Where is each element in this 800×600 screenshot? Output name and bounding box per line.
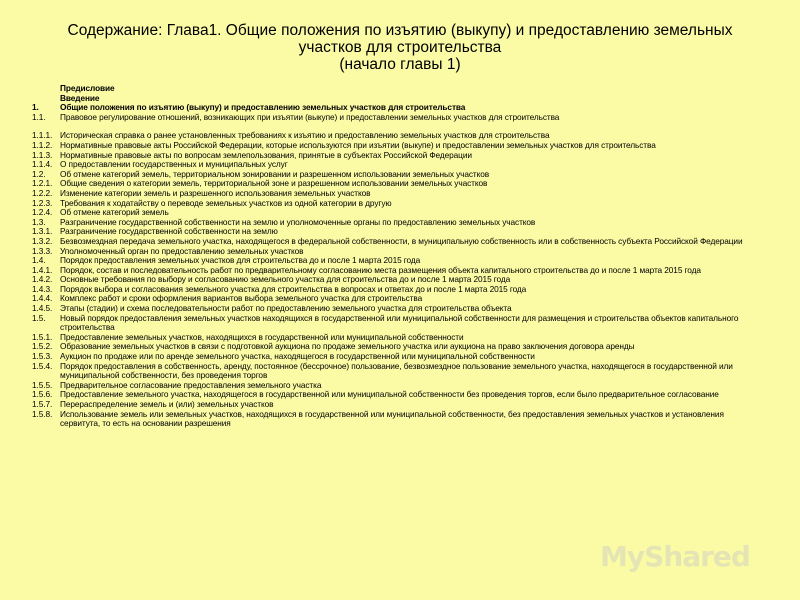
- toc-text: Общие положения по изъятию (выкупу) и предоставлению земельных участков для строительства: [60, 102, 466, 113]
- toc-text: Введение: [60, 92, 100, 103]
- toc-number: 1.5.7.: [32, 399, 53, 409]
- toc-text: Требования к ходатайству о переводе земельных участков из одной категории в другую: [60, 197, 392, 208]
- toc-row: [32, 362, 752, 381]
- toc-row: [32, 113, 752, 123]
- watermark-logo: MyShared: [600, 539, 750, 573]
- toc-number: 1.2.2.: [32, 187, 53, 198]
- toc-number: 1.5.2.: [32, 341, 53, 352]
- toc-text: Перераспределение земель и (или) земельных участков: [60, 399, 274, 409]
- toc-number: 1.1.1.: [32, 130, 53, 141]
- toc-number: 1.2.4.: [32, 207, 53, 218]
- toc-number: 1.5.4.: [32, 360, 53, 371]
- toc-text: Этапы (стадии) и схема последовательности работ по предоставлению земельного участка для строительства объекта: [60, 303, 512, 314]
- toc-number: 1.2.3.: [32, 197, 53, 208]
- toc-text: Порядок, состав и последовательность работ по предварительному согласованию места размещения объекта капитального строительства до и после 1 марта 2015 года: [60, 264, 701, 275]
- toc-number: 1.5.: [32, 312, 46, 323]
- table-of-contents: [32, 84, 752, 429]
- toc-number: 1.1.: [32, 111, 46, 122]
- title-line-2: участков для строительства: [298, 39, 502, 56]
- toc-number: 1.: [32, 102, 39, 113]
- toc-number: 1.2.1.: [32, 178, 53, 189]
- toc-number: 1.3.3.: [32, 245, 53, 256]
- toc-text: Комплекс работ и сроки оформления вариантов выбора земельного участка для строительства: [60, 293, 423, 304]
- toc-text: Историческая справка о ранее установленных требованиях к изъятию и предоставлению земельных участков для строительства: [60, 130, 550, 141]
- toc-row: [32, 314, 752, 333]
- title-line-3: (начало главы 1): [339, 56, 461, 73]
- toc-number: 1.4.: [32, 255, 46, 266]
- toc-text: Предоставление земельных участков, находящихся в государственной или муниципальной собственности: [60, 331, 464, 342]
- toc-number: 1.3.2.: [32, 235, 53, 246]
- toc-text: Основные требования по выбору и согласованию земельного участка для строительства до и после 1 марта 2015 года: [60, 274, 511, 285]
- toc-number: 1.4.2.: [32, 274, 53, 285]
- toc-text: Разграничение государственной собственности на землю и уполномоченные органы по предоставлению земельных участков: [60, 216, 536, 227]
- toc-text: Порядок предоставления земельных участков для строительства до и после 1 марта 2015 года: [60, 255, 421, 266]
- toc-number: 1.4.3.: [32, 283, 53, 294]
- toc-text: Предварительное согласование предоставления земельного участка: [60, 379, 322, 390]
- toc-text: Новый порядок предоставления земельных участков находящихся в государственной или муниципальной собственности для размещения и строительства объектов капитального строительства: [60, 312, 739, 333]
- toc-number: 1.3.1.: [32, 226, 53, 237]
- toc-text: Предисловие: [60, 83, 115, 93]
- toc-text: Использование земель или земельных участков, находящихся в государственной или муниципальной собственности, без предоставления земельных участков и установления сервитута, то есть на основании разрешения: [60, 408, 724, 429]
- toc-text: Нормативные правовые акты по вопросам землепользования, принятые в субъектах Российской Федерации: [60, 149, 472, 160]
- toc-text: Уполномоченный орган по предоставлению земельных участков: [60, 245, 304, 256]
- toc-text: Об отмене категорий земель: [60, 207, 169, 218]
- toc-text: Об отмене категорий земель, территориальном зонировании и разрешенном использовании земельных участков: [60, 168, 490, 179]
- toc-text: Правовое регулирование отношений, возникающих при изъятии (выкупе) и предоставлении земельных участков для строительства: [60, 111, 560, 122]
- toc-number: 1.4.4.: [32, 293, 53, 304]
- title-line-1: Содержание: Глава1. Общие положения по изъятию (выкупу) и предоставлению земельных: [67, 22, 733, 39]
- toc-row: [32, 410, 752, 429]
- toc-text: Образование земельных участков в связи с подготовкой аукциона по продаже земельного участка или аукциона на право заключения договора аренды: [60, 341, 635, 352]
- toc-number: [32, 84, 60, 94]
- toc-number: 1.4.5.: [32, 303, 53, 314]
- toc-text: Предоставление земельного участка, находящегося в государственной или муниципальной собственности без проведения торгов, если было предварительное согласование: [60, 389, 719, 400]
- toc-number: 1.1.4.: [32, 159, 53, 170]
- toc-text: Общие сведения о категории земель, территориальной зоне и разрешенном использовании земельных участков: [60, 178, 488, 189]
- toc-number: 1.4.1.: [32, 264, 53, 275]
- toc-row: [32, 84, 752, 94]
- toc-number: 1.1.2.: [32, 139, 53, 150]
- toc-text: Порядок выбора и согласования земельного участка для строительства в вопросах и ответах до и после 1 марта 2015 года: [60, 283, 527, 294]
- watermark: [600, 536, 770, 576]
- toc-text: О предоставлении государственных и муниципальных услуг: [60, 159, 288, 170]
- toc-number: 1.2.: [32, 168, 46, 179]
- toc-number: 1.5.8.: [32, 408, 53, 419]
- toc-number: 1.3.: [32, 216, 46, 227]
- toc-text: Аукцион по продаже или по аренде земельного участка, находящегося в государственной или муниципальной собственности: [60, 351, 535, 362]
- toc-text: Безвозмездная передача земельного участка, находящегося в федеральной собственности, в муниципальную собственность или в собственность субъекта Российской Федерации: [60, 235, 743, 246]
- toc-number: 1.5.6.: [32, 389, 53, 400]
- toc-number: 1.5.3.: [32, 351, 53, 362]
- toc-number: 1.5.1.: [32, 331, 53, 342]
- slide-title: [40, 22, 760, 73]
- toc-text: Разграничение государственной собственности на землю: [60, 226, 278, 237]
- toc-number: 1.1.3.: [32, 149, 53, 160]
- toc-text: Изменение категории земель и разрешенного использования земельных участков: [60, 187, 371, 198]
- toc-text: Нормативные правовые акты Российской Федерации, которые используются при изъятии (выкупе) и предоставлении земельных участков для строительства: [60, 139, 656, 150]
- toc-number: 1.5.5.: [32, 379, 53, 390]
- toc-text: Порядок предоставления в собственность, аренду, постоянное (бессрочное) пользование, безвозмездное пользование земельного участка, находящегося в государственной или муниципальной собственности, без проведения торгов: [60, 360, 733, 381]
